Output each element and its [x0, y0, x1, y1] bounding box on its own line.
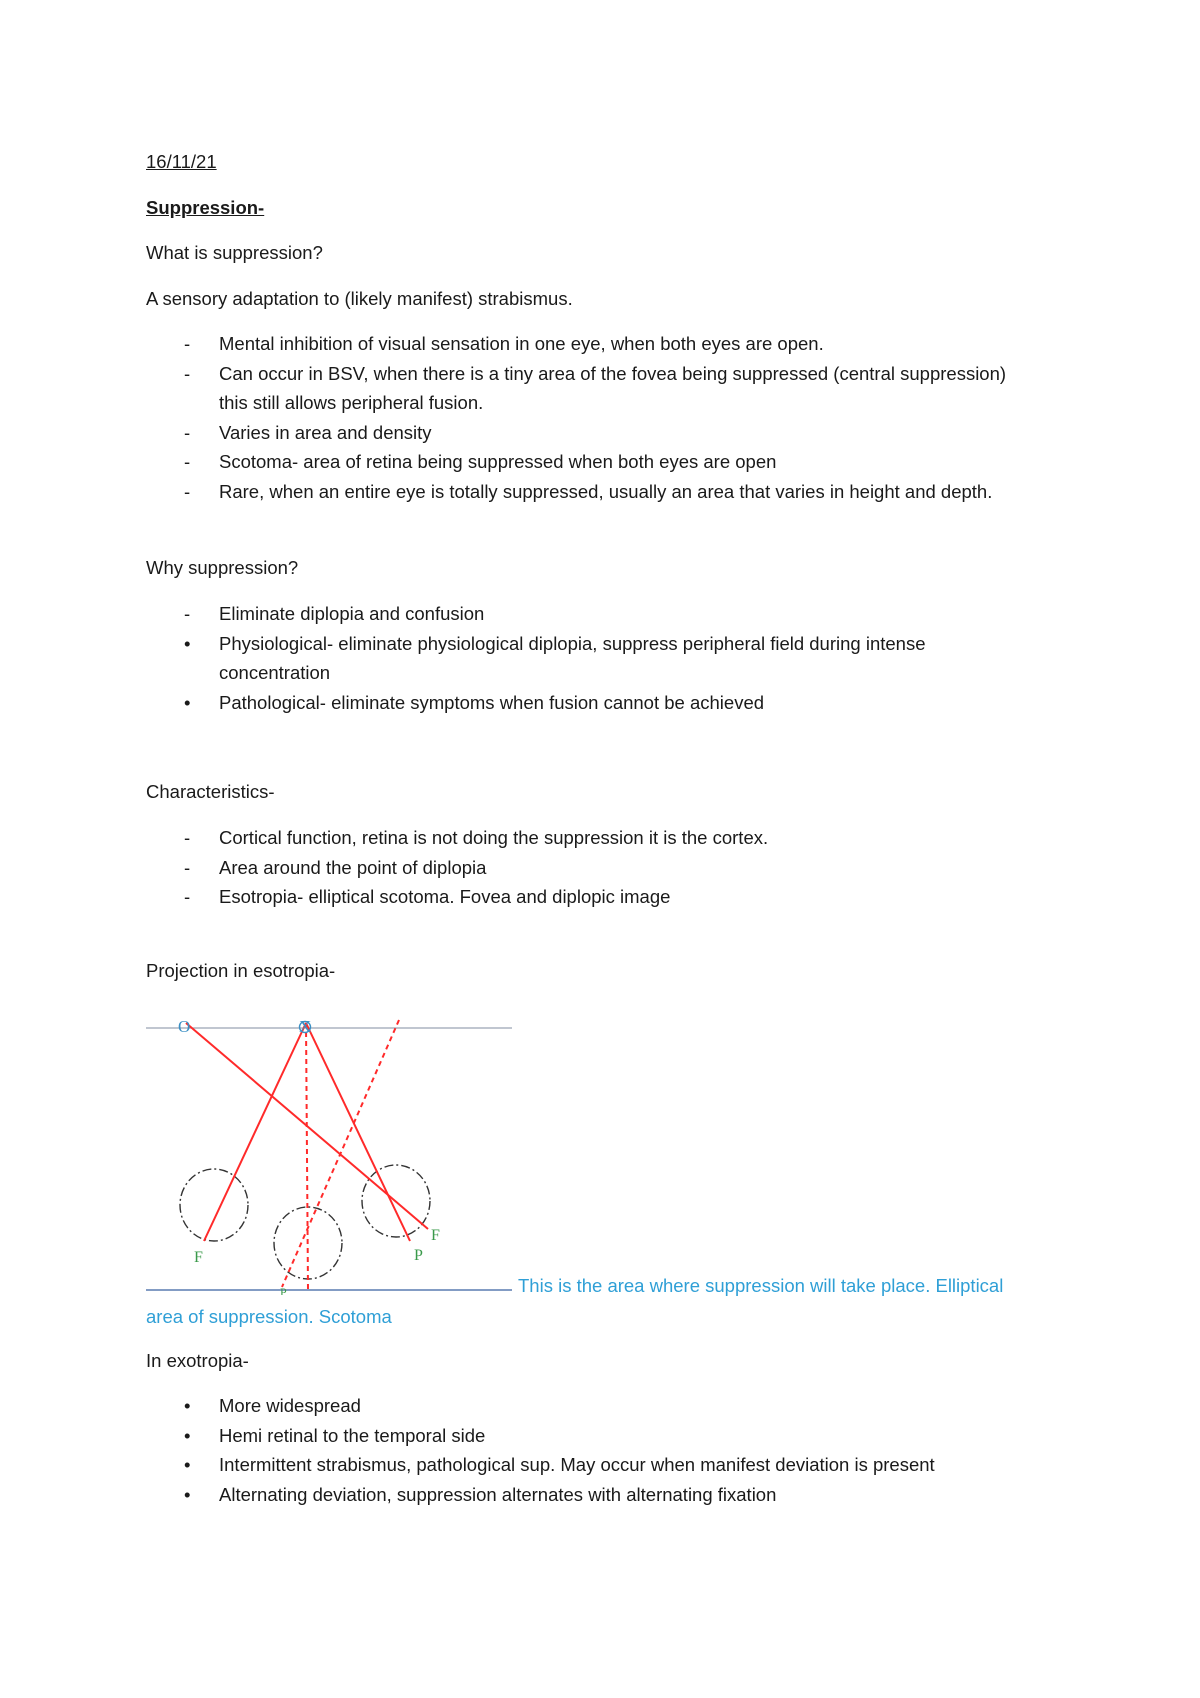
label-x: X	[299, 1017, 312, 1036]
dash-marker: -	[184, 603, 191, 624]
list-item: - Cortical function, retina is not doing the suppression it is the cortex.	[146, 823, 1039, 853]
list-item: • Intermittent strabismus, pathological sup. May occur when manifest deviation is present	[146, 1450, 1039, 1480]
bullet-marker: •	[184, 632, 191, 654]
list-item: - Scotoma- area of retina being suppressed when both eyes are open	[146, 447, 1039, 477]
list-item: • Pathological- eliminate symptoms when fusion cannot be achieved	[146, 688, 1039, 718]
projection-rays	[186, 1020, 428, 1290]
dash-marker: -	[184, 362, 191, 384]
list-item: - Eliminate diplopia and confusion	[146, 599, 1039, 629]
bullet-marker: •	[184, 1424, 191, 1446]
bullet-marker: •	[184, 1454, 191, 1475]
list-item: - Rare, when an entire eye is totally suppressed, usually an area that varies in height and depth.	[146, 477, 1039, 507]
label-p-right: P	[414, 1247, 423, 1264]
list-item: • Physiological- eliminate physiological diplopia, suppress peripheral field during intense concentration	[146, 629, 1039, 688]
bullet-marker: •	[184, 691, 191, 713]
dash-marker: -	[184, 827, 191, 848]
eye-circles	[180, 1165, 430, 1279]
left-eye-circle	[180, 1169, 248, 1241]
label-o: O	[178, 1017, 191, 1036]
list-item: • Alternating deviation, suppression alternates with alternating fixation	[146, 1480, 1039, 1510]
list-item: - Esotropia- elliptical scotoma. Fovea and diplopic image	[146, 882, 1039, 912]
list-item: • More widespread	[146, 1391, 1039, 1421]
definition-list	[146, 329, 1039, 506]
dash-marker: -	[184, 886, 191, 907]
dash-marker: -	[184, 451, 191, 472]
dash-marker: -	[184, 856, 191, 878]
question-why: Why suppression?	[146, 557, 299, 578]
list-item: - Varies in area and density	[146, 418, 1039, 448]
scotoma-caption-line2: area of suppression. Scotoma	[146, 1306, 392, 1327]
date: 16/11/21	[146, 151, 217, 172]
dash-marker: -	[184, 421, 191, 443]
ray-x-to-left-fovea	[204, 1023, 306, 1241]
projection-heading: Projection in esotropia-	[146, 960, 336, 981]
ray-x-to-right-p	[306, 1023, 410, 1241]
bullet-marker: •	[184, 1395, 191, 1416]
characteristics-list	[146, 823, 1039, 912]
list-item: - Mental inhibition of visual sensation in one eye, when both eyes are open.	[146, 329, 1039, 359]
page-title: Suppression-	[146, 197, 265, 218]
reasons-list	[146, 599, 1039, 717]
esotropia-projection-diagram	[146, 1005, 516, 1295]
list-item: - Can occur in BSV, when there is a tiny area of the fovea being suppressed (central suppression) this still allows peripheral fusion.	[146, 359, 1039, 418]
label-f-right: F	[431, 1227, 440, 1244]
exotropia-list	[146, 1391, 1039, 1509]
bullet-marker: •	[184, 1483, 191, 1505]
characteristics-heading: Characteristics-	[146, 781, 275, 802]
dash-marker: -	[184, 333, 191, 354]
question-what: What is suppression?	[146, 242, 323, 263]
dashed-ray-vertical	[306, 1023, 308, 1290]
label-f-left: F	[194, 1249, 203, 1266]
scotoma-caption-line1: This is the area where suppression will take place. Elliptical	[518, 1275, 1004, 1296]
dashed-ray-oblique	[282, 1020, 399, 1287]
list-item: • Hemi retinal to the temporal side	[146, 1421, 1039, 1451]
intro-sentence: A sensory adaptation to (likely manifest) strabismus.	[146, 288, 573, 309]
dash-marker: -	[184, 480, 191, 502]
label-p-mid: P	[280, 1285, 287, 1295]
exotropia-heading: In exotropia-	[146, 1350, 249, 1371]
list-item: - Area around the point of diplopia	[146, 853, 1039, 883]
